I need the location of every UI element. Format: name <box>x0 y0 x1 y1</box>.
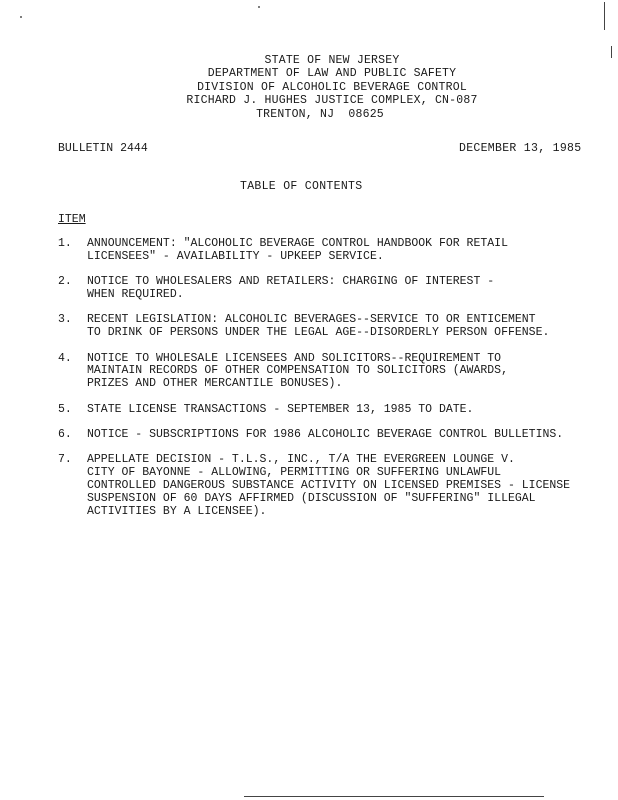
agency-header <box>0 54 618 121</box>
toc-item-number: 7. <box>58 453 72 467</box>
toc-item-number: 4. <box>58 351 72 365</box>
scan-speck <box>258 6 260 8</box>
toc-item-number: 1. <box>58 237 72 250</box>
toc-item <box>58 314 618 340</box>
toc-item-text: NOTICE TO WHOLESALERS AND RETAILERS: CHARGING OF INTEREST - WHEN REQUIRED. <box>87 275 495 301</box>
toc-item-number: 3. <box>58 313 72 327</box>
toc-item <box>58 429 618 442</box>
header-address: RICHARD J. HUGHES JUSTICE COMPLEX, CN-087 <box>186 94 478 108</box>
toc-item-text: NOTICE - SUBSCRIPTIONS FOR 1986 ALCOHOLIC BEVERAGE CONTROL BULLETINS. <box>87 427 564 441</box>
scan-edge-line <box>244 796 544 797</box>
toc-title: TABLE OF CONTENTS <box>240 180 363 193</box>
scan-edge-line <box>604 2 605 30</box>
header-state: STATE OF NEW JERSEY <box>264 54 400 67</box>
toc-item-text: ANNOUNCEMENT: "ALCOHOLIC BEVERAGE CONTROL HANDBOOK FOR RETAIL LICENSEES" - AVAILABILITY - UPKEEP SERVICE. <box>87 237 508 263</box>
bulletin-date: DECEMBER 13, 1985 <box>459 142 582 155</box>
toc-item-text: STATE LICENSE TRANSACTIONS - SEPTEMBER 13, 1985 TO DATE. <box>87 402 474 416</box>
toc-item <box>58 404 618 417</box>
item-column-label: ITEM <box>58 213 86 226</box>
toc-list <box>58 238 618 531</box>
header-department: DEPARTMENT OF LAW AND PUBLIC SAFETY <box>207 67 457 81</box>
toc-item-number: 5. <box>58 402 72 416</box>
toc-item-number: 2. <box>58 275 72 289</box>
toc-item-number: 6. <box>58 427 72 441</box>
toc-item <box>58 353 618 391</box>
toc-item-text: NOTICE TO WHOLESALE LICENSEES AND SOLICITORS--REQUIREMENT TO MAINTAIN RECORDS OF OTHER COMPENSATION TO SOLICITORS (AWARDS, PRIZES AND OTHER MERCANTILE BONUSES). <box>87 351 508 391</box>
toc-item <box>58 276 618 302</box>
toc-item <box>58 238 618 264</box>
header-division: DIVISION OF ALCOHOLIC BEVERAGE CONTROL <box>197 80 467 94</box>
toc-item-text: RECENT LEGISLATION: ALCOHOLIC BEVERAGES--SERVICE TO OR ENTICEMENT TO DRINK OF PERSONS UNDER THE LEGAL AGE--DISORDERLY PERSON OFFENSE. <box>87 313 550 340</box>
toc-item <box>58 454 618 518</box>
bulletin-number: BULLETIN 2444 <box>58 142 148 155</box>
scan-speck <box>20 16 22 18</box>
header-city: TRENTON, NJ 08625 <box>256 107 384 121</box>
toc-item-text: APPELLATE DECISION - T.L.S., INC., T/A THE EVERGREEN LOUNGE V. CITY OF BAYONNE - ALLOWING, PERMITTING OR SUFFERING UNLAWFUL CONTROLLED DANGEROUS SUBSTANCE ACTIVITY ON LICENSED PREMISES - LICENSE SUSPENSION OF 60 DAYS AFFIRMED (DISCUSSION OF "SUFFERING" ILLEGAL ACTIVITIES BY A LICENSEE). <box>87 453 571 518</box>
